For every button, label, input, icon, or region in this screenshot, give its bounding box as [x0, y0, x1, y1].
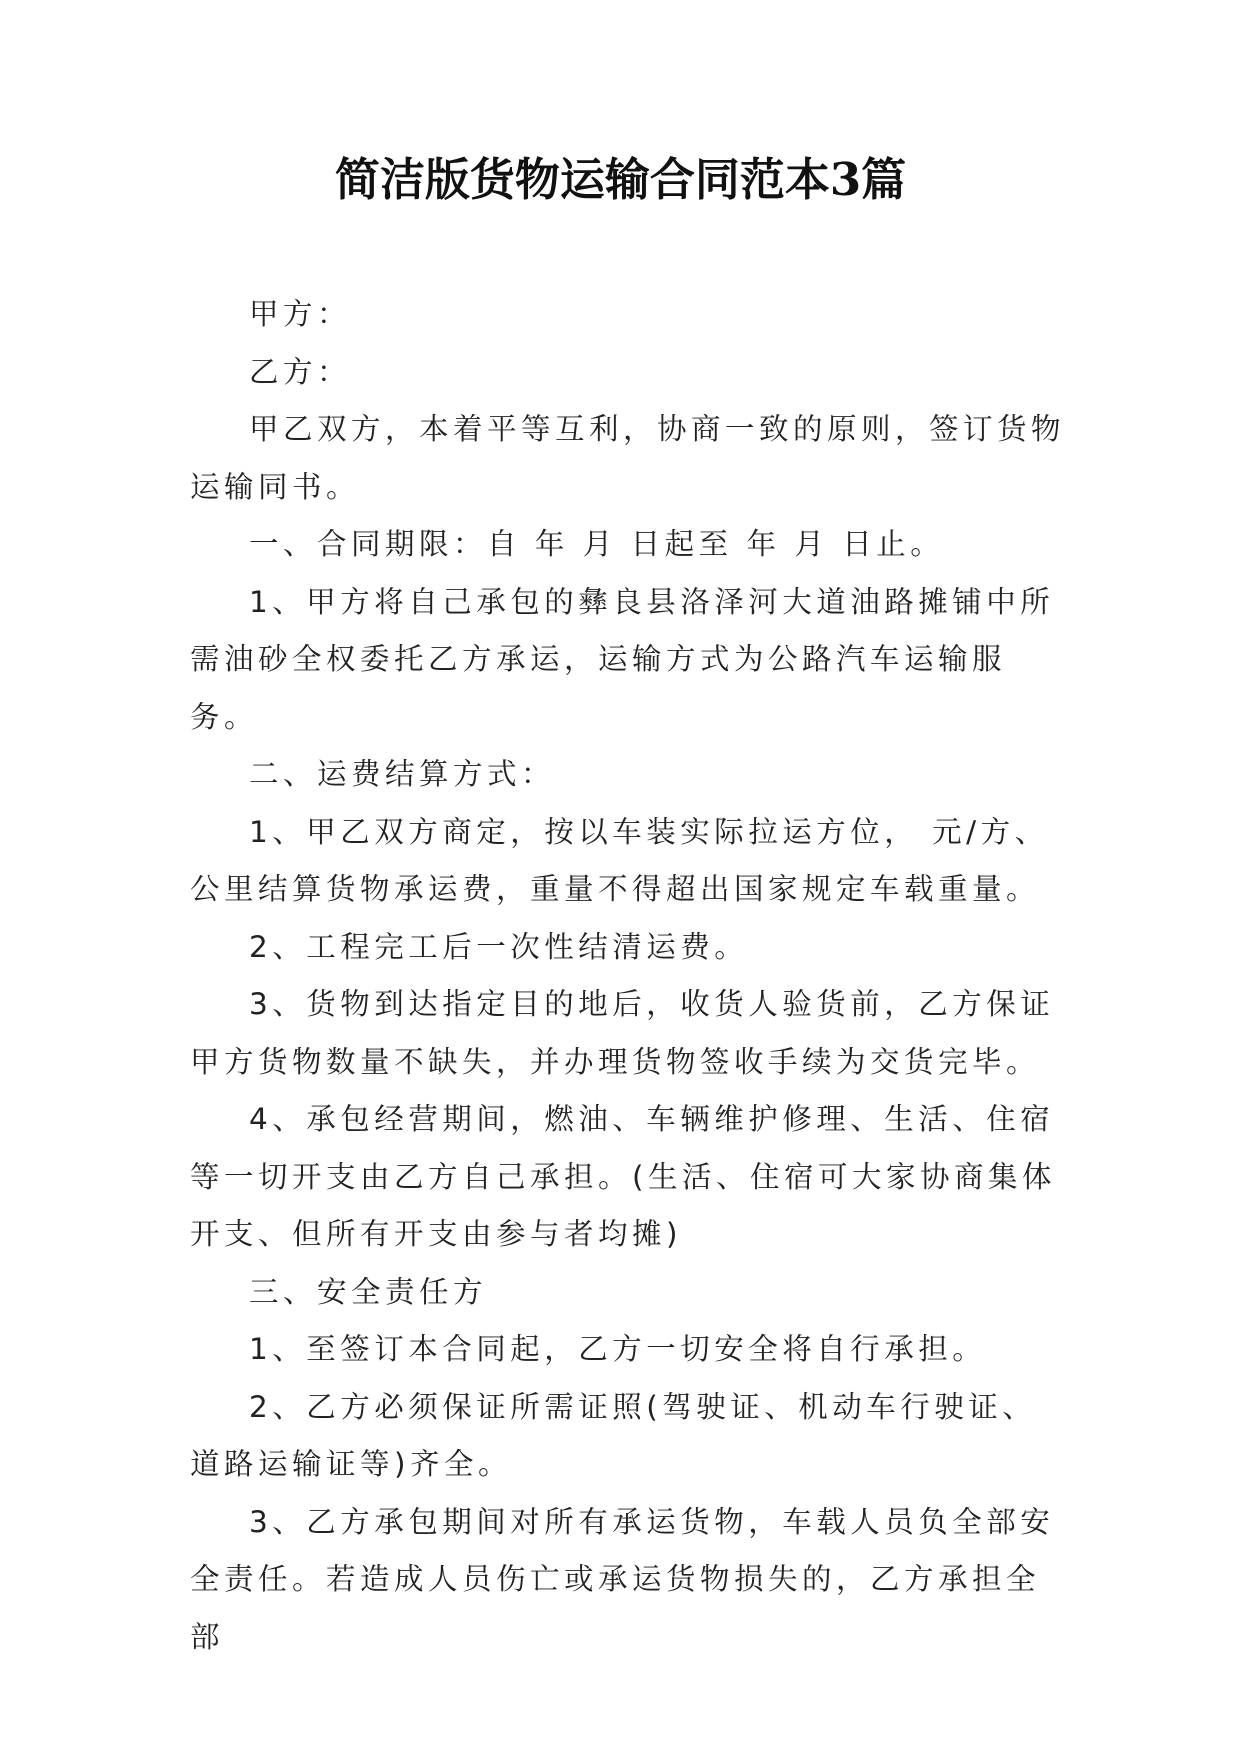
document-title: 简洁版货物运输合同范本3篇 [334, 153, 907, 206]
section-heading-safety: 三、安全责任方 [249, 1274, 488, 1309]
paragraph-party-b: 乙方： [249, 354, 352, 389]
paragraph-clause: 1、甲乙双方商定，按以车装实际拉运方位， 元/方、公里结算货物承运费，重量不得超出国家规定车载重量。 [190, 814, 1049, 906]
paragraph-clause: 2、工程完工后一次性结清运费。 [249, 929, 749, 964]
document-body [190, 286, 1065, 1666]
section-heading-term: 一、合同期限：自 年 月 日起至 年 月 日止。 [249, 527, 945, 561]
paragraph-clause: 4、承包经营期间，燃油、车辆维护修理、生活、住宿等一切开支由乙方自己承担。(生活、住宿可大家协商集体开支、但所有开支由参与者均摊) [190, 1102, 1057, 1251]
paragraph-clause: 3、货物到达指定目的地后，收货人验货前，乙方保证甲方货物数量不缺失，并办理货物签收手续为交货完毕。 [190, 987, 1055, 1079]
paragraph-preamble: 甲乙双方，本着平等互利，协商一致的原则，签订货物运输同书。 [190, 412, 1066, 504]
paragraph-clause: 1、甲方将自己承包的彝良县洛泽河大道油路摊铺中所需油砂全权委托乙方承运，运输方式为公路汽车运输服务。 [190, 584, 1055, 734]
paragraph-clause: 2、乙方必须保证所需证照(驾驶证、机动车行驶证、道路运输证等)齐全。 [190, 1389, 1037, 1481]
paragraph-party-a: 甲方： [249, 297, 352, 331]
paragraph-clause: 1、至签订本合同起，乙方一切安全将自行承担。 [249, 1332, 987, 1366]
paragraph-clause: 3、乙方承包期间对所有承运货物，车载人员负全部安全责任。若造成人员伤亡或承运货物损失的，乙方承担全部 [190, 1504, 1055, 1654]
section-heading-freight: 二、运费结算方式： [249, 757, 556, 791]
